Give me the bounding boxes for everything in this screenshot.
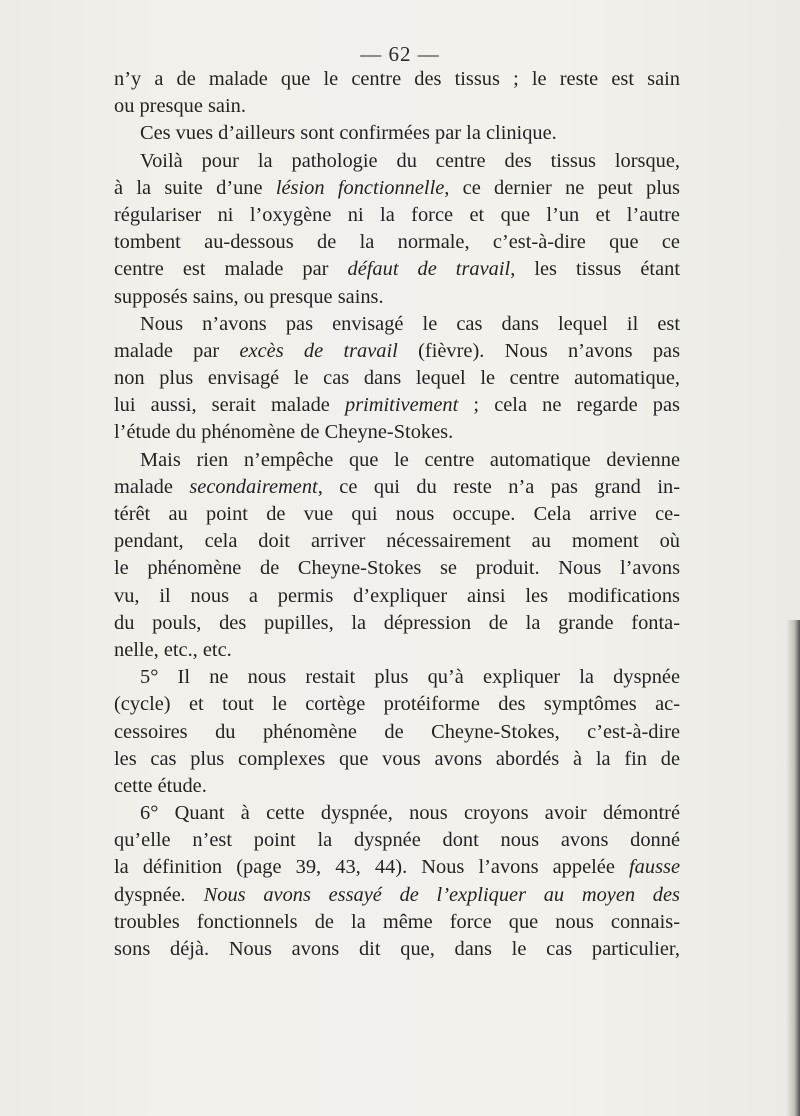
text-line: pendant, cela doit arriver nécessairement au moment où: [114, 530, 680, 553]
text-line: n’y a de malade que le centre des tissus ; le reste est sain: [114, 68, 680, 90]
text-line: dyspnée. Nous avons essayé de l’expliquer au moyen des: [114, 883, 680, 906]
text-line: qu’elle n’est point la dyspnée dont nous avons donné: [114, 829, 680, 852]
text-line: vu, il nous a permis d’expliquer ainsi les modifications: [114, 584, 680, 607]
italic-phrase: primitivement: [345, 394, 459, 417]
text-line: lui aussi, serait malade primitivement ; cela ne regarde pas: [114, 394, 680, 417]
text-line: régulariser ni l’oxygène ni la force et que l’un et l’autre: [114, 203, 680, 226]
italic-phrase: défaut de travail: [347, 258, 511, 281]
text-line: ou presque sain.: [114, 95, 246, 118]
text-line: 5° Il ne nous restait plus qu’à expliquer la dyspnée: [140, 666, 680, 689]
text-line: malade secondairement, ce qui du reste n’a pas grand in-: [114, 475, 680, 498]
italic-phrase: excès de travail: [239, 339, 398, 362]
text-line: l’étude du phénomène de Cheyne-Stokes.: [114, 421, 454, 444]
text-line: troubles fonctionnels de la même force que nous connais-: [114, 910, 680, 933]
text-line: malade par excès de travail (fièvre). Nous n’avons pas: [114, 339, 681, 362]
text-line: sons déjà. Nous avons dit que, dans le cas particulier,: [114, 938, 680, 960]
text-line: cessoires du phénomène de Cheyne-Stokes, c’est-à-dire: [114, 720, 680, 743]
italic-phrase: . Nous avons essayé de l’expliquer au moyen des: [180, 883, 680, 906]
text-line: Voilà pour la pathologie du centre des tissus lorsque,: [140, 149, 680, 172]
text-line: non plus envisagé le cas dans lequel le centre automatique,: [114, 367, 680, 390]
page-number: — 62 —: [360, 42, 440, 66]
text-line: (cycle) et tout le cortège protéiforme des symptômes ac-: [114, 693, 680, 716]
text-line: du pouls, des pupilles, la dépression de la grande fonta-: [114, 611, 680, 634]
text-line: la définition (page 39, 43, 44). Nous l’avons appelée fausse: [114, 856, 680, 879]
text-line: Ces vues d’ailleurs sont confirmées par la clinique.: [140, 122, 557, 145]
text-line: supposés sains, ou presque sains.: [114, 285, 384, 308]
italic-phrase: secondairement: [189, 475, 318, 498]
text-line: tombent au-dessous de la normale, c’est-à-dire que ce: [114, 231, 680, 254]
text-line: 6° Quant à cette dyspnée, nous croyons avoir démontré: [140, 802, 680, 825]
italic-phrase: lésion fonctionnelle: [275, 176, 445, 199]
body-text: [114, 66, 680, 963]
page-edge-shadow: [786, 620, 800, 1116]
text-line: à la suite d’une lésion fonctionnelle, ce dernier ne peut plus: [114, 176, 680, 199]
text-line: térêt au point de vue qui nous occupe. Cela arrive ce-: [114, 503, 680, 525]
text-line: les cas plus complexes que vous avons abordés à la fin de: [114, 747, 680, 770]
text-line: Mais rien n’empêche que le centre automatique devienne: [140, 448, 680, 471]
italic-phrase: fausse: [629, 856, 680, 879]
text-line: centre est malade par défaut de travail, les tissus étant: [114, 258, 681, 281]
text-line: cette étude.: [114, 774, 207, 797]
text-line: nelle, etc., etc.: [114, 638, 232, 661]
text-line: Nous n’avons pas envisagé le cas dans lequel il est: [140, 312, 680, 335]
text-line: le phénomène de Cheyne-Stokes se produit. Nous l’avons: [114, 557, 680, 580]
